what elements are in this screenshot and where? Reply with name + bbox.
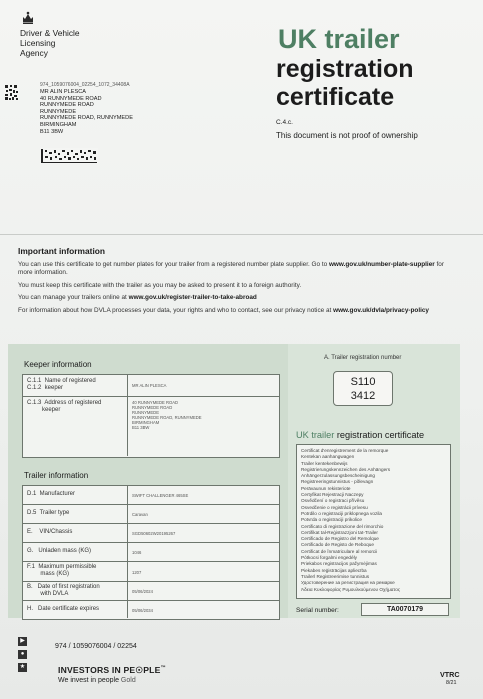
info-text: for more information. — [18, 261, 444, 276]
iip-wordmark: INVESTORS IN PE☉PLE — [58, 665, 161, 675]
trailer-row-value: 05/06/2034 — [132, 608, 153, 613]
address-line: 40 RUNNYMEDE ROAD — [40, 95, 102, 102]
cell-separator — [127, 505, 128, 523]
title-line: certificate — [276, 83, 395, 111]
cell-separator — [127, 601, 128, 618]
translation-line: Certificato di registrazione del rimorchio — [301, 523, 384, 529]
trailer-row-label: F.1 Maximum permissible mass (KG) — [27, 564, 97, 577]
translation-line: Perävaunun rekisteriote — [301, 485, 351, 491]
serial-number-value: TA0070179 — [361, 603, 449, 616]
postal-barcode-icon — [40, 148, 98, 164]
manage-trailers-link[interactable]: www.gov.uk/register-trailer-to-take-abroad — [128, 294, 257, 301]
translation-line: Registreeringstunnistus - põlevagn — [301, 479, 374, 485]
form-date: 8/21 — [446, 680, 457, 686]
plate-line: 3412 — [350, 390, 376, 402]
trailer-row — [23, 562, 279, 582]
registration-number-label: A. Trailer registration number — [324, 355, 402, 361]
translation-line: Potrdilo o registraciji priklopnega vozila — [301, 510, 383, 516]
important-information — [18, 246, 458, 319]
title-uk-trailer: UK trailer — [278, 24, 400, 54]
translation-line: Trailerl Registreerimise tunnistus — [301, 573, 370, 579]
registration-plate — [333, 371, 393, 406]
trailer-row-label: D.5 Trailer type — [27, 510, 70, 516]
star-icon: ★ — [19, 664, 26, 670]
form-id: VTRC — [440, 670, 460, 679]
keeper-table — [22, 374, 280, 458]
address-line: MR ALIN PLESCA — [40, 89, 87, 95]
translations-title-green: UK trailer — [296, 430, 335, 440]
translations-title-rest: registration certificate — [334, 430, 425, 440]
iip-gold: Gold — [120, 677, 136, 684]
info-text: For information about how DVLA processes your data, your rights and who to contact, see our privacy notice at — [18, 306, 334, 314]
cell-separator — [127, 562, 128, 581]
recipient-address — [40, 89, 190, 135]
iip-tagline-text: We invest in people — [58, 677, 121, 684]
qr-code-icon — [4, 84, 19, 101]
agency-name — [20, 28, 110, 58]
translation-line: Kentekan aanhangwagen — [301, 454, 355, 460]
translation-line: Priekabos registracijos pažymėjimas — [301, 561, 377, 567]
play-icon: ▶ — [18, 637, 27, 646]
translation-line: Trailer kentekenbewijs — [301, 460, 348, 466]
trailer-row — [23, 486, 279, 505]
trailer-row-value: SGD50602W20195267 — [132, 531, 176, 536]
agency-line: Licensing — [20, 38, 56, 48]
keeper-address-value — [132, 400, 202, 430]
trailer-row-value: 05/06/2024 — [132, 589, 153, 594]
info-paragraph — [18, 307, 458, 315]
keeper-section-title: Keeper information — [24, 360, 92, 369]
ownership-disclaimer: This document is not proof of ownership — [276, 131, 418, 140]
translation-line: Certificado de Registro del Remolque — [301, 536, 379, 542]
address-line: RUNNYMEDE — [40, 108, 77, 115]
translation-line: Certificado de Registo de Reboque — [301, 542, 374, 548]
trailer-row-label: D.1 Manufacturer — [27, 491, 76, 497]
serial-number-label: Serial number: — [296, 607, 339, 614]
cell-separator — [127, 543, 128, 561]
keeper-address-line: 40 RUNNYMEDE ROAD — [132, 400, 179, 405]
keeper-address-line: RUNNYMEDE ROAD, RUNNYMEDE — [132, 415, 202, 420]
trailer-row-value: 1046 — [132, 550, 142, 555]
translation-line: Certificat d'enregistrement de la remorque — [301, 448, 389, 453]
trailer-row — [23, 601, 279, 618]
translation-line: Удостоверение за регистрация на ремарке — [301, 580, 395, 586]
translation-line: Certifikat tal-Reġistrazzjoni tat-Trailer — [301, 529, 378, 535]
address-line: RUNNYMEDE ROAD — [40, 102, 94, 109]
keeper-name-row — [23, 375, 279, 397]
info-paragraph: You must keep this certificate with the trailer as you may be asked to present it to a foreign authority. — [18, 281, 302, 289]
trailer-row-label: G. Unladen mass (KG) — [27, 548, 92, 554]
keeper-name-label: C.1.1 Name of registered C.1.2 keeper — [27, 378, 96, 391]
form-code: C.4.c. — [276, 119, 293, 126]
translation-line: Pótkocsi forgalmi engedély — [301, 555, 358, 561]
keeper-address-label: C.1.3 Address of registered keeper — [27, 400, 102, 413]
keeper-address-line: B11 3BW — [132, 425, 150, 430]
iip-trademark: ™ — [160, 665, 166, 672]
address-line: BIRMINGHAM — [40, 121, 77, 128]
trailer-row — [23, 505, 279, 524]
trailer-row-value: 1207 — [132, 570, 142, 575]
translation-line: Certyfikat Rejestracji Naczepy — [301, 492, 364, 498]
trailer-table — [22, 485, 280, 620]
address-reference: 974_1059076004_02254_1072_34408A — [40, 82, 130, 88]
trailer-row — [23, 582, 279, 601]
investors-in-people-logo — [58, 665, 166, 676]
translation-line: Άδεια Κυκλοφορίας Ρυμουλκούμενου Οχήματος — [301, 586, 401, 592]
trailer-row-label: B. Date of first registration with DVLA — [27, 584, 100, 597]
translations-box — [296, 444, 451, 599]
section-divider — [0, 234, 483, 235]
agency-line: Agency — [20, 48, 48, 58]
privacy-policy-link[interactable]: www.gov.uk/dvla/privacy-policy — [333, 306, 429, 314]
translations-title — [296, 430, 424, 440]
important-heading: Important information — [18, 246, 106, 256]
footer-icons — [18, 637, 42, 676]
address-line: RUNNYMEDE ROAD, RUNNYMEDE — [40, 115, 133, 122]
royal-crest-icon — [20, 10, 36, 26]
trailer-row-value: Caravan — [132, 512, 148, 517]
trailer-row-value: SWIFT CHALLENGER 465SE — [132, 493, 189, 498]
info-paragraph — [18, 294, 458, 302]
footer-reference: 974 / 1059076004 / 02254 — [55, 643, 137, 650]
address-line: B11 3BW — [40, 128, 64, 135]
trailer-row-label: E. VIN/Chassis — [27, 529, 73, 535]
info-paragraph — [18, 261, 458, 277]
translation-line: Osvědčení o registraci přívěsu — [301, 498, 365, 504]
keeper-address-row — [23, 397, 279, 456]
translation-line: Osvedčenie o registrácii prívesu — [301, 504, 368, 510]
keeper-address-line: BIRMINGHAM — [132, 420, 160, 425]
title-registration-certificate — [276, 55, 414, 111]
trailer-row-label: H. Date certificate expires — [27, 606, 100, 612]
cell-separator — [127, 486, 128, 504]
keeper-name-value: MR ALIN PLESCA — [132, 383, 167, 388]
translation-line: Anhängerzulassungsbescheinigung — [301, 473, 376, 479]
agency-line: Driver & Vehicle — [20, 28, 80, 38]
iip-tagline — [58, 677, 136, 684]
translation-line: Piekabes reģistrācijas apliecība — [301, 567, 367, 573]
cell-separator — [127, 524, 128, 542]
keeper-address-line: RUNNYMEDE — [132, 410, 159, 415]
cell-separator — [127, 582, 128, 600]
cell-separator — [127, 375, 128, 396]
trailer-section-title: Trailer information — [24, 471, 89, 480]
plate-line: S110 — [350, 376, 376, 388]
accessibility-icon: ● — [18, 650, 27, 659]
translation-line: Certificat de înmatriculare al remorcii — [301, 548, 378, 554]
info-text: You can use this certificate to get number plates for your trailer from a registered number plate supplier. Go to — [18, 261, 329, 268]
title-line: registration — [276, 55, 414, 83]
trailer-row — [23, 543, 279, 562]
translation-line: Potvrda o registraciji prikolice — [301, 517, 362, 523]
trailer-row — [23, 524, 279, 543]
keeper-address-line: RUNNYMEDE ROAD — [132, 405, 173, 410]
cell-separator — [127, 397, 128, 456]
number-plate-link[interactable]: www.gov.uk/number-plate-supplier — [328, 261, 435, 268]
info-text: You can manage your trailers online at — [18, 294, 129, 301]
translation-line: Registrierungskennzeichen des Anhängers — [301, 466, 391, 472]
